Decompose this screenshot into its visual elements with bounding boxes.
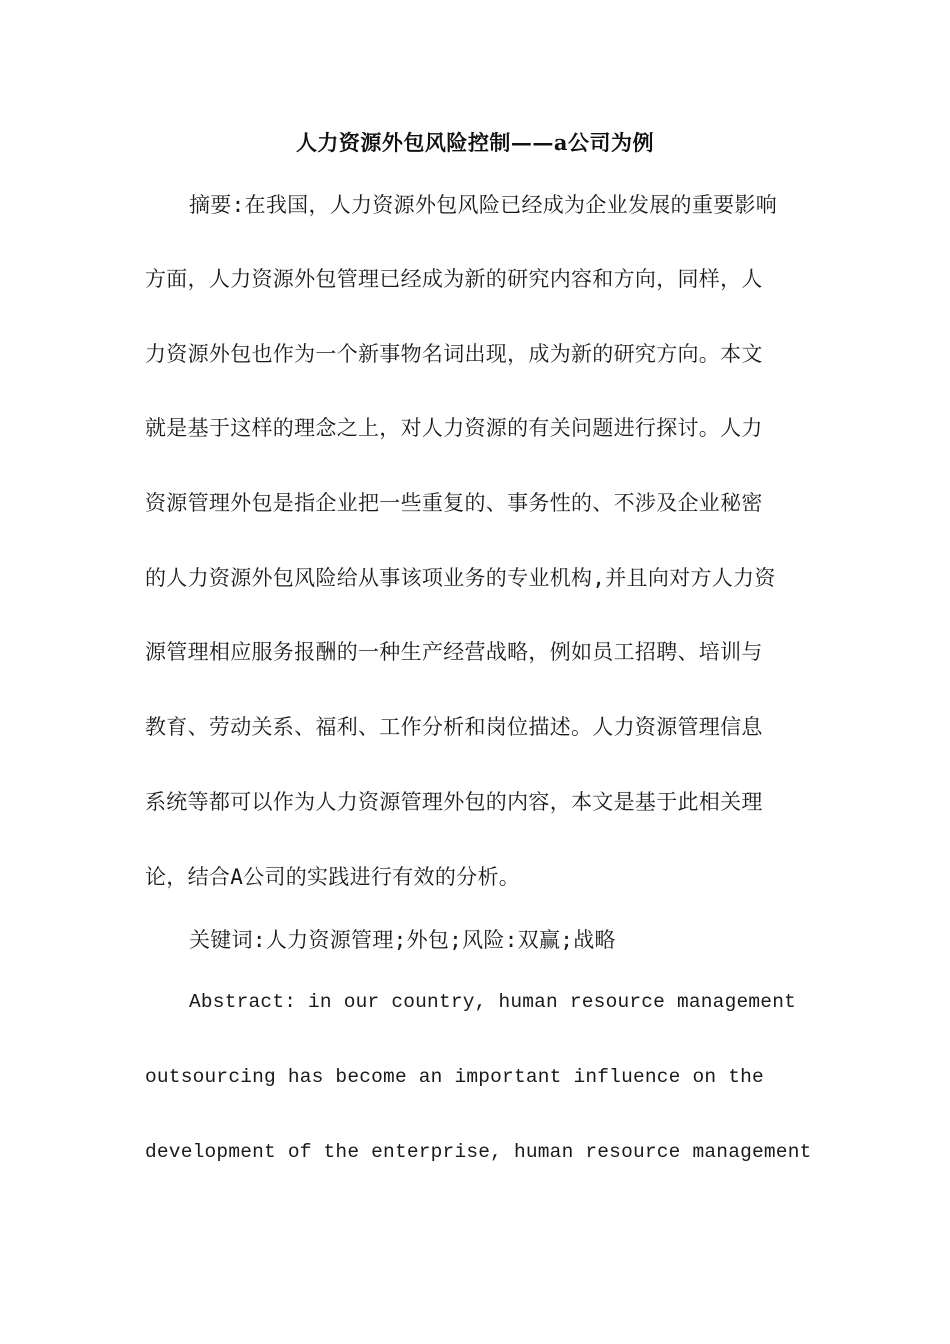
document-title: 人力资源外包风险控制——a公司为例	[295, 130, 655, 155]
abstract-cn-line-10: 论，结合A公司的实践进行有效的分析。	[145, 865, 521, 889]
abstract-cn-line-7: 源管理相应服务报酬的一种生产经营战略，例如员工招聘、培训与	[145, 640, 763, 664]
abstract-cn-line-2: 方面，人力资源外包管理已经成为新的研究内容和方向，同样，人	[145, 267, 763, 291]
abstract-cn-line-5: 资源管理外包是指企业把一些重复的、事务性的、不涉及企业秘密	[145, 491, 763, 515]
abstract-en-line-3: development of the enterprise, human resource management	[145, 1141, 812, 1163]
abstract-cn-line-6: 的人力资源外包风险给从事该项业务的专业机构,并且向对方人力资	[145, 566, 776, 590]
keywords-cn: 关键词:人力资源管理;外包;风险:双赢;战略	[189, 928, 616, 952]
abstract-cn-line-8: 教育、劳动关系、福利、工作分析和岗位描述。人力资源管理信息	[145, 715, 763, 739]
abstract-cn-line-4: 就是基于这样的理念之上，对人力资源的有关问题进行探讨。人力	[145, 416, 763, 440]
abstract-en-line-1: Abstract: in our country, human resource management	[189, 991, 796, 1013]
abstract-en-line-2: outsourcing has become an important influence on the	[145, 1066, 764, 1088]
abstract-cn-line-3: 力资源外包也作为一个新事物名词出现，成为新的研究方向。本文	[145, 342, 763, 366]
abstract-cn-line-1: 摘要:在我国，人力资源外包风险已经成为企业发展的重要影响	[189, 193, 778, 217]
abstract-cn-line-9: 系统等都可以作为人力资源管理外包的内容，本文是基于此相关理	[145, 790, 763, 814]
